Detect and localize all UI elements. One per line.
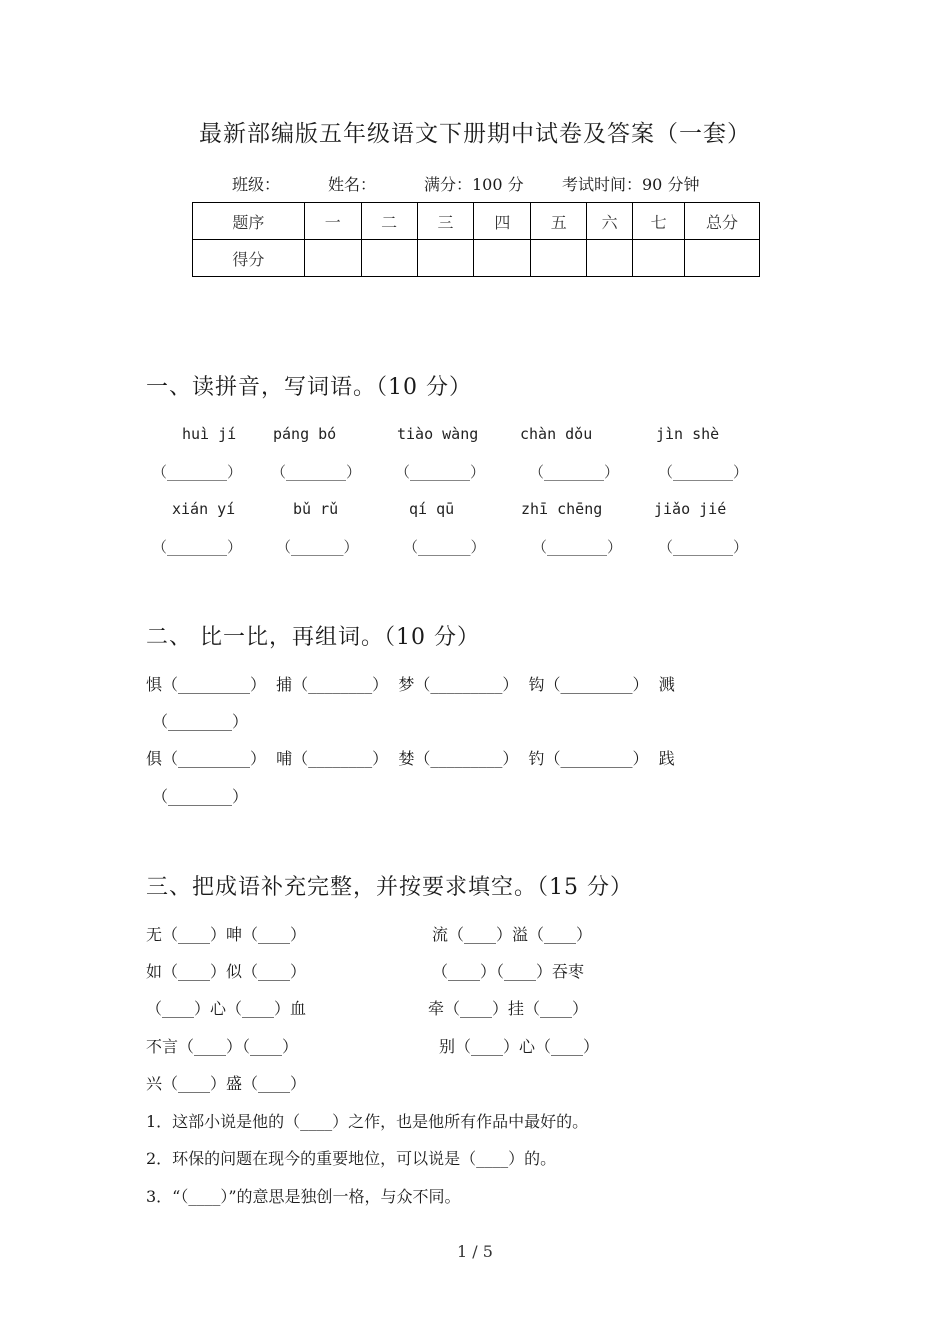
- pinyin: jìn shè: [656, 425, 720, 443]
- score-cell[interactable]: [474, 240, 531, 277]
- compare-line: 惧（_________） 捕（________） 梦（_________） 钩（_________） 溅: [146, 675, 675, 694]
- idiom-item: （____）心（____）血: [146, 999, 307, 1018]
- answer-blank[interactable]: （________）: [152, 712, 249, 731]
- table-cell: 得分: [193, 240, 305, 277]
- question-item: 2．环保的问题在现今的重要地位，可以说是（____）的。: [146, 1149, 557, 1168]
- answer-blank[interactable]: （_______）: [276, 538, 359, 556]
- table-cell: 四: [474, 203, 531, 240]
- answer-blank[interactable]: （________）: [529, 463, 620, 481]
- score-cell[interactable]: [361, 240, 417, 277]
- pinyin: bǔ rǔ: [293, 500, 339, 518]
- page-title: 最新部编版五年级语文下册期中试卷及答案（一套）: [199, 121, 751, 147]
- score-cell[interactable]: [633, 240, 685, 277]
- score-cell[interactable]: [685, 240, 760, 277]
- table-cell: 总分: [685, 203, 760, 240]
- answer-blank[interactable]: （________）: [152, 787, 249, 806]
- answer-blank[interactable]: （_______）: [403, 538, 486, 556]
- table-cell: 五: [531, 203, 587, 240]
- table-cell: 题序: [193, 203, 305, 240]
- answer-blank[interactable]: （________）: [152, 463, 243, 481]
- pinyin: jiǎo jié: [654, 500, 727, 518]
- pinyin: tiào wàng: [397, 425, 479, 443]
- table-cell: 三: [417, 203, 474, 240]
- table-cell: 二: [361, 203, 417, 240]
- section-1-heading: 一、读拼音，写词语。（10 分）: [146, 375, 472, 400]
- answer-blank[interactable]: （________）: [532, 538, 623, 556]
- idiom-item: 别（____）心（____）: [439, 1037, 600, 1056]
- score-table-header-row: [193, 203, 760, 240]
- pinyin: páng bó: [273, 425, 337, 443]
- compare-line: 俱（_________） 哺（________） 婪（_________） 钓（_________） 践: [146, 749, 675, 768]
- question-item: 3．“（____）”的意思是独创一格，与众不同。: [146, 1187, 461, 1206]
- score-table: [192, 202, 760, 277]
- table-cell: 六: [587, 203, 633, 240]
- score-label: 满分：100 分: [424, 175, 524, 194]
- table-cell: 七: [633, 203, 685, 240]
- score-cell[interactable]: [304, 240, 361, 277]
- answer-blank[interactable]: （________）: [658, 538, 749, 556]
- section-3-heading: 三、把成语补充完整，并按要求填空。（15 分）: [146, 875, 633, 900]
- page-number: 1 / 5: [457, 1242, 493, 1261]
- score-cell[interactable]: [587, 240, 633, 277]
- pinyin: xián yí: [172, 500, 236, 518]
- question-item: 1．这部小说是他的（____）之作，也是他所有作品中最好的。: [146, 1112, 589, 1131]
- idiom-item: （____）（____）吞枣: [432, 962, 585, 981]
- pinyin: qí qū: [409, 500, 455, 518]
- pinyin: zhī chēng: [521, 500, 603, 518]
- pinyin: chàn dǒu: [520, 425, 593, 443]
- section-2-heading: 二、 比一比，再组词。（10 分）: [146, 625, 480, 650]
- answer-blank[interactable]: （________）: [395, 463, 486, 481]
- answer-blank[interactable]: （________）: [152, 538, 243, 556]
- name-label: 姓名：: [328, 175, 377, 194]
- answer-blank[interactable]: （________）: [658, 463, 749, 481]
- idiom-item: 兴（____）盛（____）: [146, 1074, 307, 1093]
- score-table-score-row: [193, 240, 760, 277]
- idiom-item: 如（____）似（____）: [146, 962, 307, 981]
- score-cell[interactable]: [531, 240, 587, 277]
- idiom-item: 无（____）呻（____）: [146, 925, 307, 944]
- idiom-item: 不言（____）（____）: [146, 1037, 299, 1056]
- time-label: 考试时间：90 分钟: [562, 175, 700, 194]
- score-cell[interactable]: [417, 240, 474, 277]
- answer-blank[interactable]: （________）: [271, 463, 362, 481]
- pinyin: huì jí: [182, 425, 237, 443]
- idiom-item: 流（____）溢（____）: [432, 925, 593, 944]
- class-label: 班级：: [232, 175, 281, 194]
- idiom-item: 牵（____）挂（____）: [428, 999, 589, 1018]
- table-cell: 一: [304, 203, 361, 240]
